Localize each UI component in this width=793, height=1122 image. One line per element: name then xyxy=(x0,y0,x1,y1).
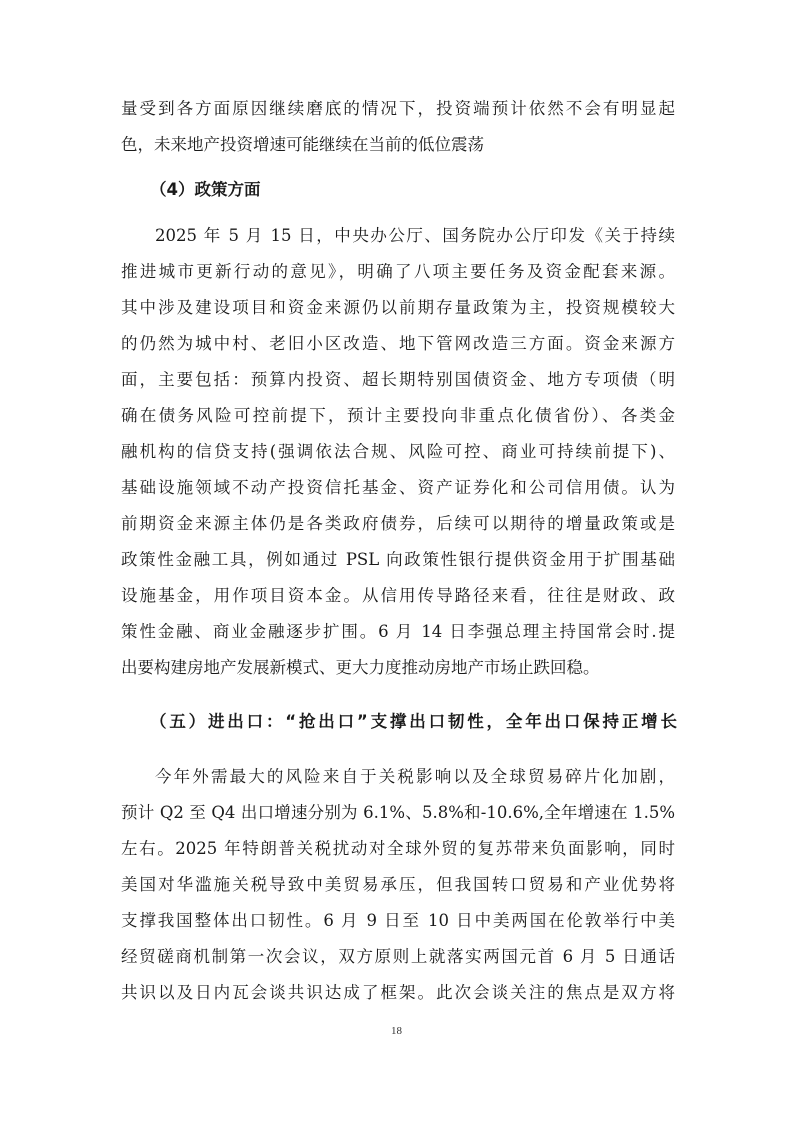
paragraph-line: 政策性金融工具，例如通过 PSL 向政策性银行提供资金用于扩围基础 xyxy=(121,550,675,569)
paragraph-line: 预计 Q2 至 Q4 出口增速分别为 6.1%、5.8%和-10.6%,全年增速在 1.5% xyxy=(121,803,675,822)
paragraph-line: 左右。2025 年特朗普关税扰动对全球外贸的复苏带来负面影响，同时 xyxy=(121,839,675,858)
paragraph-line: 色，未来地产投资增速可能继续在当前的低位震荡 xyxy=(121,135,484,154)
page-number: 18 xyxy=(391,1025,402,1037)
paragraph-line: 经贸磋商机制第一次会议，双方原则上就落实两国元首 6 月 5 日通话 xyxy=(121,947,675,966)
paragraph-line: 量受到各方面原因继续磨底的情况下，投资端预计依然不会有明显起 xyxy=(121,99,675,118)
paragraph-line: 策性金融、商业金融逐步扩围。6 月 14 日李强总理主持国常会时.提 xyxy=(121,622,675,641)
section-heading-exports: （五）进出口：“抢出口”支撑出口韧性，全年出口保持正增长 xyxy=(150,712,677,731)
paragraph-line: 共识以及日内瓦会谈共识达成了框架。此次会谈关注的焦点是双方将 xyxy=(121,983,675,1002)
paragraph-line: 出要构建房地产发展新模式、更大力度推动房地产市场止跌回稳。 xyxy=(121,658,600,677)
paragraph-line: 融机构的信贷支持(强调依法合规、风险可控、商业可持续前提下)、 xyxy=(121,442,675,461)
paragraph-line: 2025 年 5 月 15 日，中央办公厅、国务院办公厅印发《关于持续 xyxy=(155,226,675,245)
paragraph-line: 支撑我国整体出口韧性。6 月 9 日至 10 日中美两国在伦敦举行中美 xyxy=(121,911,675,930)
paragraph-line: 基础设施领域不动产投资信托基金、资产证券化和公司信用债。认为 xyxy=(121,478,675,497)
paragraph-line: 其中涉及建设项目和资金来源仍以前期存量政策为主，投资规模较大 xyxy=(121,298,675,317)
paragraph-line: 推进城市更新行动的意见》，明确了八项主要任务及资金配套来源。 xyxy=(121,262,675,281)
paragraph-line: 面，主要包括：预算内投资、超长期特别国债资金、地方专项债（明 xyxy=(121,370,675,389)
paragraph-line: 确在债务风险可控前提下，预计主要投向非重点化债省份）、各类金 xyxy=(121,406,675,425)
paragraph-line: 美国对华滥施关税导致中美贸易承压，但我国转口贸易和产业优势将 xyxy=(121,875,675,894)
paragraph-line: 设施基金，用作项目资本金。从信用传导路径来看，往往是财政、政 xyxy=(121,586,675,605)
section-heading-policy: （4）政策方面 xyxy=(150,180,261,199)
paragraph-line: 的仍然为城中村、老旧小区改造、地下管网改造三方面。资金来源方 xyxy=(121,334,675,353)
paragraph-line: 前期资金来源主体仍是各类政府债券，后续可以期待的增量政策或是 xyxy=(121,514,675,533)
paragraph-line: 今年外需最大的风险来自于关税影响以及全球贸易碎片化加剧， xyxy=(155,767,675,786)
